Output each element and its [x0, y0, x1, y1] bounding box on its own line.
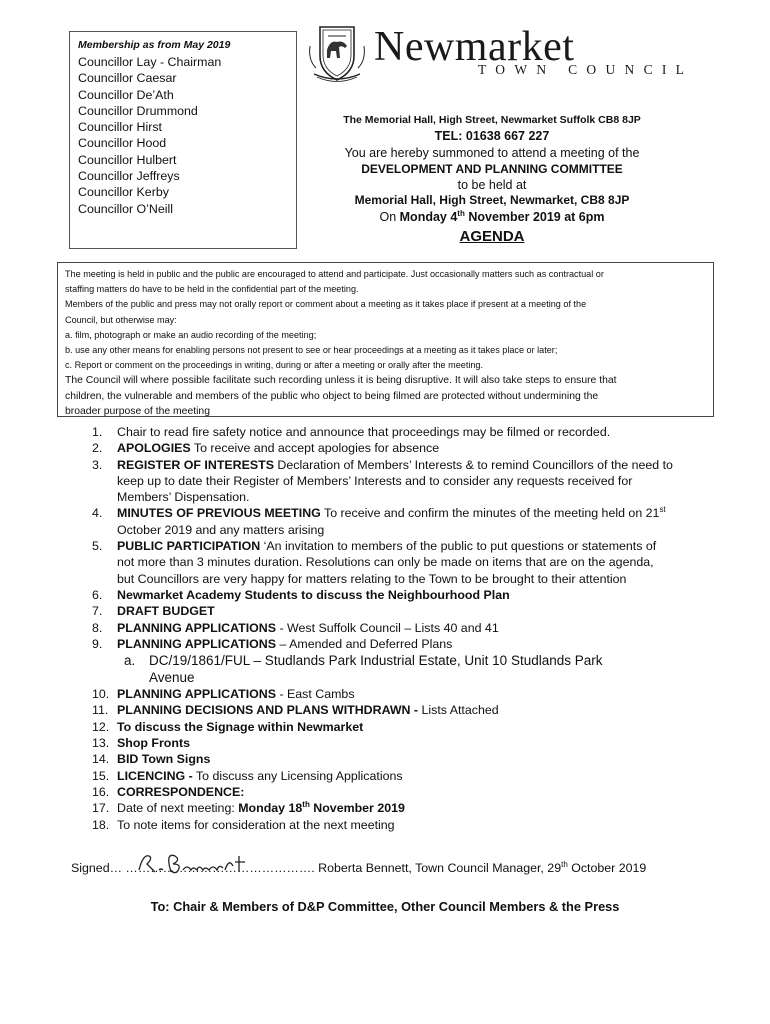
agenda-item: 9. PLANNING APPLICATIONS – Amended and Deferred Plans	[92, 636, 453, 651]
agenda-item: 5. PUBLIC PARTICIPATION ‘An invitation to members of the public to put questions or statements of not more than 3 minutes duration. Resolutions can only be made on items that are on the agenda, but Councillors are very happy for matters relating to the Town to be brought to their attention	[92, 539, 657, 586]
agenda-item: 2. APOLOGIES To receive and accept apologies for absence	[92, 441, 440, 456]
signature: ……………………………………….	[125, 861, 314, 875]
address: The Memorial Hall, High Street, Newmarket Suffolk CB8 8JP	[343, 114, 641, 126]
agenda-item: 12. To discuss the Signage within Newmarket	[92, 719, 364, 734]
agenda-item: 17. Date of next meeting: Monday 18th November 2019	[92, 800, 405, 816]
notice-line: Members of the public and press may not orally report or comment about a meeting as it takes place if present at a meeting of the	[65, 299, 587, 310]
agenda-item: 11. PLANNING DECISIONS AND PLANS WITHDRAWN - Lists Attached	[92, 703, 499, 718]
member-item: Councillor O’Neill	[78, 201, 174, 216]
member-item: Councillor De’Ath	[78, 87, 174, 102]
agenda-item: 13. Shop Fronts	[92, 736, 190, 751]
summons-text: You are hereby summoned to attend a meeting of the	[344, 146, 640, 160]
agenda-item: 7. DRAFT BUDGET	[92, 604, 215, 619]
member-item: Councillor Lay - Chairman	[78, 55, 222, 69]
notice-line: staffing matters do have to be held in the confidential part of the meeting.	[65, 284, 359, 295]
member-item: Councillor Hirst	[78, 120, 162, 135]
crest-icon	[306, 24, 368, 84]
membership-heading: Membership as from May 2019	[78, 39, 231, 51]
agenda-item: 8. PLANNING APPLICATIONS - West Suffolk Council – Lists 40 and 41	[92, 620, 499, 635]
notice-line: The meeting is held in public and the public are encouraged to attend and participate. Just occasionally matters such as contractual or	[65, 269, 604, 279]
notice-line: a. film, photograph or make an audio recording of the meeting;	[65, 329, 317, 340]
public-notice-box	[57, 262, 714, 417]
agenda-list	[92, 424, 712, 833]
venue: Memorial Hall, High Street, Newmarket, CB8 8JP	[354, 193, 630, 207]
member-item: Councillor Kerby	[78, 185, 169, 200]
council-logo	[302, 24, 712, 86]
agenda-item: 16. CORRESPONDENCE:	[92, 784, 245, 799]
notice-line: The Council will where possible facilitate such recording unless it is being disruptive. It will also take steps to ensure that	[65, 375, 617, 387]
member-list	[78, 54, 296, 217]
agenda-item: 15. LICENCING - To discuss any Licensing Applications	[92, 768, 403, 783]
meeting-date: On Monday 4th November 2019 at 6pm	[379, 209, 605, 225]
notice-line: b. use any other means for enabling persons not present to see or hear proceedings at a meeting as it takes place or later;	[65, 345, 558, 356]
notice-line: children, the vulnerable and members of the public who object to being filmed are protected without undermining the	[65, 390, 599, 402]
agenda-item: 18. To note items for consideration at the next meeting	[92, 817, 395, 832]
agenda-item: 14. BID Town Signs	[92, 752, 211, 767]
logo-subtitle: TOWN COUNCIL	[478, 62, 694, 77]
member-item: Councillor Jeffreys	[78, 169, 180, 184]
agenda-item: 4. MINUTES OF PREVIOUS MEETING To receive and confirm the minutes of the meeting held on 21st October 2019 and any matters arising	[92, 505, 666, 537]
agenda-sub-item: a. DC/19/1861/FUL – Studlands Park Industrial Estate, Unit 10 Studlands Park Avenue	[124, 653, 603, 686]
notice-line: broader purpose of the meeting	[65, 405, 210, 417]
logo-wordmark: Newmarket	[374, 24, 575, 70]
notice-line: Council, but otherwise may:	[65, 314, 177, 325]
distribution-footer: To: Chair & Members of D&P Committee, Other Council Members & the Press	[150, 899, 620, 914]
agenda-title: AGENDA	[459, 228, 525, 245]
signature-icon	[135, 852, 265, 876]
member-item: Councillor Hood	[78, 136, 167, 151]
agenda-item: 1. Chair to read fire safety notice and announce that proceedings may be filmed or recorded.	[92, 425, 611, 439]
member-item: Councillor Caesar	[78, 71, 177, 86]
committee-name: DEVELOPMENT AND PLANNING COMMITTEE	[361, 162, 623, 176]
notice-line: c. Report or comment on the proceedings in writing, during or after a meeting or orally after the meeting.	[65, 360, 484, 371]
membership-box	[69, 31, 297, 249]
agenda-item: 3. REGISTER OF INTERESTS Declaration of Members’ Interests & to remind Councillors of the need to keep up to date their Register of Members’ Interests and to consider any requests received for Members’ Dispensation.	[92, 457, 673, 505]
agenda-item: 6. Newmarket Academy Students to discuss the Neighbourhood Plan	[92, 587, 510, 602]
member-item: Councillor Drummond	[78, 103, 198, 118]
held-at-text: to be held at	[457, 178, 527, 192]
telephone: TEL: 01638 667 227	[434, 129, 550, 143]
agenda-item: 10. PLANNING APPLICATIONS - East Cambs	[92, 687, 355, 702]
member-item: Councillor Hulbert	[78, 152, 177, 167]
signature-line: Signed… ………………………………………. Roberta Bennett, Town Council Manager, 29th October 2019	[71, 860, 646, 875]
